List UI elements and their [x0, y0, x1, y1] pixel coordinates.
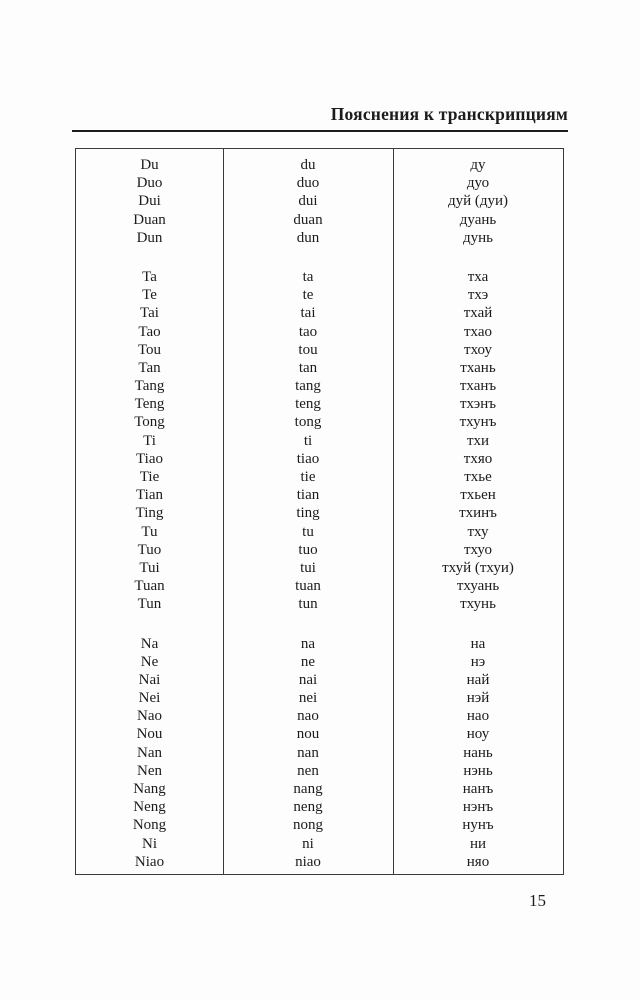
table-cell: ноу [466, 726, 490, 743]
table-row [76, 835, 563, 853]
table-row [76, 816, 563, 834]
table-cell: tian [296, 487, 320, 504]
table-row [76, 413, 563, 431]
table-row [76, 577, 563, 595]
table-cell: Ti [143, 432, 156, 449]
table-cell: Ta [142, 268, 157, 285]
table-cell: Nong [132, 817, 167, 834]
transcription-table [75, 148, 564, 875]
table-cell: тхуо [463, 541, 493, 558]
table-row [76, 780, 563, 798]
table-cell: ни [469, 835, 487, 852]
table-row [76, 174, 563, 192]
table-cell: dun [296, 229, 320, 246]
table-body [76, 149, 563, 871]
table-cell: te [302, 287, 314, 304]
table-cell: нэй [466, 690, 490, 707]
header-rule [72, 130, 568, 132]
table-cell: нунъ [462, 817, 494, 834]
table-cell: ti [303, 432, 313, 449]
table-cell: тхэнъ [459, 396, 497, 413]
table-cell: tiao [296, 450, 320, 467]
table-cell: ting [296, 505, 320, 522]
page-number: 15 [529, 891, 546, 910]
table-row [76, 395, 563, 413]
table-cell: du [300, 157, 316, 173]
table-cell: tong [294, 414, 322, 431]
table-cell: tuan [295, 578, 321, 595]
table-row [76, 211, 563, 229]
table-cell: нао [466, 708, 490, 725]
table-cell: Ne [140, 653, 159, 670]
table-row [76, 268, 563, 286]
table-row [76, 192, 563, 210]
page-header [72, 104, 568, 132]
table-cell: tao [298, 323, 318, 340]
table-cell: tai [300, 305, 316, 322]
table-row [76, 450, 563, 468]
group-gap [76, 247, 563, 268]
table-cell: tui [300, 559, 316, 576]
table-cell: Tun [137, 596, 162, 613]
table-row [76, 341, 563, 359]
table-row [76, 156, 563, 174]
table-cell: Nao [137, 708, 162, 725]
table-cell: тхэ [467, 287, 489, 304]
table-cell: тхи [466, 432, 490, 449]
table-cell: няо [466, 853, 490, 870]
table-cell: niao [295, 853, 321, 870]
table-cell: нэнъ [462, 799, 494, 816]
table-cell: тха [467, 268, 489, 285]
table-cell: Teng [134, 396, 165, 413]
table-cell: na [300, 635, 316, 652]
table-cell: Nou [136, 726, 163, 743]
table-cell: най [466, 671, 490, 688]
table-cell: neng [293, 799, 323, 816]
table-row [76, 725, 563, 743]
table-cell: тхунь [460, 596, 496, 613]
table-cell: Tan [138, 359, 161, 376]
table-cell: ду [470, 157, 486, 173]
table-cell: Nen [137, 762, 162, 779]
table-row [76, 635, 563, 653]
table-row [76, 523, 563, 541]
table-cell: нэнь [463, 762, 493, 779]
table-cell: Tou [137, 341, 162, 358]
table-cell: Nei [138, 690, 161, 707]
column-divider [223, 149, 224, 874]
table-cell: ne [300, 653, 316, 670]
header-title: Пояснения к транскрипциям [330, 104, 568, 124]
table-row [76, 798, 563, 816]
table-cell: tie [300, 469, 316, 485]
table-cell: дуань [459, 211, 497, 228]
table-cell: тхяо [463, 450, 493, 467]
table-cell: тху [467, 523, 489, 540]
table-cell: tun [298, 596, 318, 613]
table-cell: тхинъ [459, 505, 497, 522]
table-cell: Tian [136, 487, 163, 504]
table-cell: Na [140, 635, 159, 652]
table-row [76, 744, 563, 762]
table-cell: nen [297, 762, 319, 779]
table-row [76, 286, 563, 304]
table-cell: Tuo [137, 541, 162, 558]
table-cell: тхао [463, 323, 492, 340]
table-cell: тхань [460, 359, 496, 376]
table-cell: Tong [134, 414, 165, 431]
table-row [76, 541, 563, 559]
table-cell: Neng [133, 799, 166, 816]
table-cell: nong [293, 817, 323, 834]
table-cell: Dun [136, 229, 163, 246]
table-cell: тхуань [456, 578, 500, 595]
table-cell: Nang [133, 781, 166, 797]
table-cell: дуй (дуи) [447, 193, 509, 210]
table-cell: nan [297, 744, 319, 761]
table-cell: Ni [142, 835, 157, 852]
table-cell: тханъ [459, 378, 497, 395]
column-divider [393, 149, 394, 874]
table-cell: Ting [135, 505, 164, 522]
table-cell: ta [302, 268, 314, 285]
table-cell: ni [302, 835, 314, 852]
table-cell: duo [296, 175, 320, 192]
table-row [76, 468, 563, 486]
table-cell: тхоу [464, 341, 492, 358]
table-cell: тхье [464, 469, 492, 485]
table-cell: нань [463, 744, 493, 761]
table-cell: нэ [470, 653, 486, 670]
table-cell: dui [298, 193, 318, 210]
table-cell: нанъ [462, 781, 494, 797]
table-row [76, 432, 563, 450]
table-cell: Nai [138, 671, 161, 688]
table-row [76, 229, 563, 247]
table-row [76, 671, 563, 689]
table-cell: Tang [134, 378, 165, 395]
table-cell: Duan [133, 211, 166, 228]
table-cell: teng [295, 396, 321, 413]
table-cell: Tai [140, 305, 159, 322]
table-cell: tang [295, 378, 321, 395]
table-row [76, 323, 563, 341]
table-cell: tu [302, 523, 314, 540]
table-row [76, 504, 563, 522]
table-row [76, 853, 563, 871]
table-row [76, 304, 563, 322]
table-cell: тхунъ [459, 414, 497, 431]
table-row [76, 359, 563, 377]
table-cell: tuo [298, 541, 318, 558]
table-cell: Dui [138, 193, 161, 210]
table-row [76, 595, 563, 613]
table-cell: тхай [463, 305, 493, 322]
table-cell: Tuan [134, 578, 165, 595]
table-cell: tou [298, 341, 318, 358]
table-cell: nai [298, 671, 318, 688]
table-cell: nei [298, 690, 318, 707]
table-row [76, 707, 563, 725]
group-gap [76, 614, 563, 635]
table-cell: Tiao [136, 450, 163, 467]
table-cell: tan [298, 359, 318, 376]
table-cell: тхьен [460, 487, 496, 504]
table-cell: Tu [141, 523, 158, 540]
table-cell: тхуй (тхуи) [442, 559, 514, 576]
table-row [76, 486, 563, 504]
table-row [76, 559, 563, 577]
table-cell: Niao [134, 853, 165, 870]
table-cell: duan [293, 211, 323, 228]
table-cell: Te [142, 287, 157, 304]
table-cell: Du [140, 157, 159, 173]
table-cell: Nan [137, 744, 162, 761]
table-cell: Tui [139, 559, 160, 576]
table-cell: дунь [463, 229, 493, 246]
table-row [76, 689, 563, 707]
table-cell: Duo [136, 175, 163, 192]
table-cell: nou [296, 726, 320, 743]
table-cell: nao [297, 708, 319, 725]
table-row [76, 377, 563, 395]
table-row [76, 762, 563, 780]
table-cell: на [470, 635, 486, 652]
table-row [76, 653, 563, 671]
table-cell: Tie [139, 469, 160, 485]
table-cell: Tao [138, 323, 161, 340]
table-cell: nang [293, 781, 323, 797]
table-cell: дуо [466, 175, 490, 192]
